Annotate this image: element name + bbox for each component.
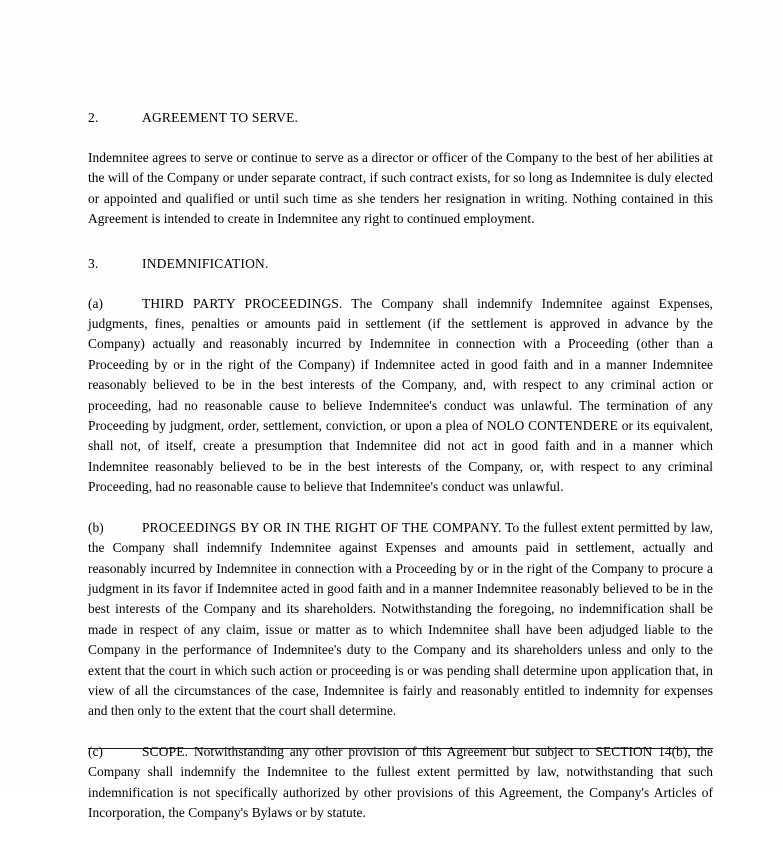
section-title: AGREEMENT TO SERVE.	[142, 110, 299, 125]
footer-divider	[88, 748, 713, 749]
section-title: INDEMNIFICATION.	[142, 255, 269, 271]
clause-marker: (c)	[88, 743, 104, 759]
section-heading-3	[88, 256, 713, 272]
clause-subtitle: PROCEEDINGS BY OR IN THE RIGHT OF THE COMPANY.	[142, 519, 502, 535]
clause-marker: (a)	[88, 295, 104, 311]
clause-body: The Company shall indemnify Indemnitee against Expenses, judgments, fines, penalties or amounts paid in settlement (if the settlement is approved in advance by the Company) actually and reasonably incurred by Indemnitee in connection with a Proceeding (other than a Proceeding by or in the right of the Company) if Indemnitee acted in good faith and in a manner Indemnitee reasonably believed to be in the best interests of the Company, and, with respect to any criminal action or proceeding, had no reasonable cause to believe Indemnitee's conduct was unlawful. The termination of any Proceeding by judgment, order, settlement, conviction, or upon a plea of NOLO CONTENDERE or its equivalent, shall not, of itself, create a presumption that Indemnitee did not act in good faith and in a manner which Indemnitee reasonably believed to be in the best interests of the Company, or, with respect to any criminal Proceeding, had no reasonable cause to believe that Indemnitee's conduct was unlawful.	[88, 295, 713, 495]
document-body	[88, 110, 713, 843]
clause-body: To the fullest extent permitted by law, the Company shall indemnify Indemnitee against Expenses and amounts paid in settlement, actually and reasonably incurred by Indemnitee in connection with a Proceeding by or in the right of the Company to procure a judgment in its favor if Indemnitee acted in good faith and in a manner Indemnitee reasonably believed to be in the best interests of the Company and its shareholders. Notwithstanding the foregoing, no indemnification shall be made in respect of any claim, issue or matter as to which Indemnitee shall have been adjudged liable to the Company in the performance of Indemnitee's duty to the Company and its shareholders unless and only to the extent that the court in which such action or proceeding is or was pending shall determine upon application that, in view of all the circumstances of the case, Indemnitee is fairly and reasonably entitled to indemnity for expenses and then only to the extent that the court shall determine.	[88, 519, 713, 719]
section-number: 2.	[88, 110, 99, 125]
section-heading-2	[88, 110, 713, 126]
clause-c	[88, 742, 713, 824]
section-2-body: Indemnitee agrees to serve or continue to serve as a director or officer of the Company to the best of her abilities at the will of the Company or under separate contract, if such contract exists, for so long as Indemnitee is duly elected or appointed and qualified or until such time as she tenders her resignation in writing. Nothing contained in this Agreement is intended to create in Indemnitee any right to continued employment.	[88, 150, 713, 227]
clause-subtitle: THIRD PARTY PROCEEDINGS.	[142, 295, 343, 311]
clause-body: Notwithstanding any other provision of this Agreement but subject to SECTION 14(b), the Company shall indemnify the Indemnitee to the fullest extent permitted by law, notwithstanding that such indemnification is not specifically authorized by other provisions of this Agreement, the Company's Articles of Incorporation, the Company's Bylaws or by statute.	[88, 743, 713, 820]
clause-marker: (b)	[88, 519, 104, 535]
clause-a	[88, 294, 713, 498]
section-number: 3.	[88, 255, 99, 271]
clause-subtitle: SCOPE.	[142, 743, 189, 759]
clause-b	[88, 518, 713, 722]
